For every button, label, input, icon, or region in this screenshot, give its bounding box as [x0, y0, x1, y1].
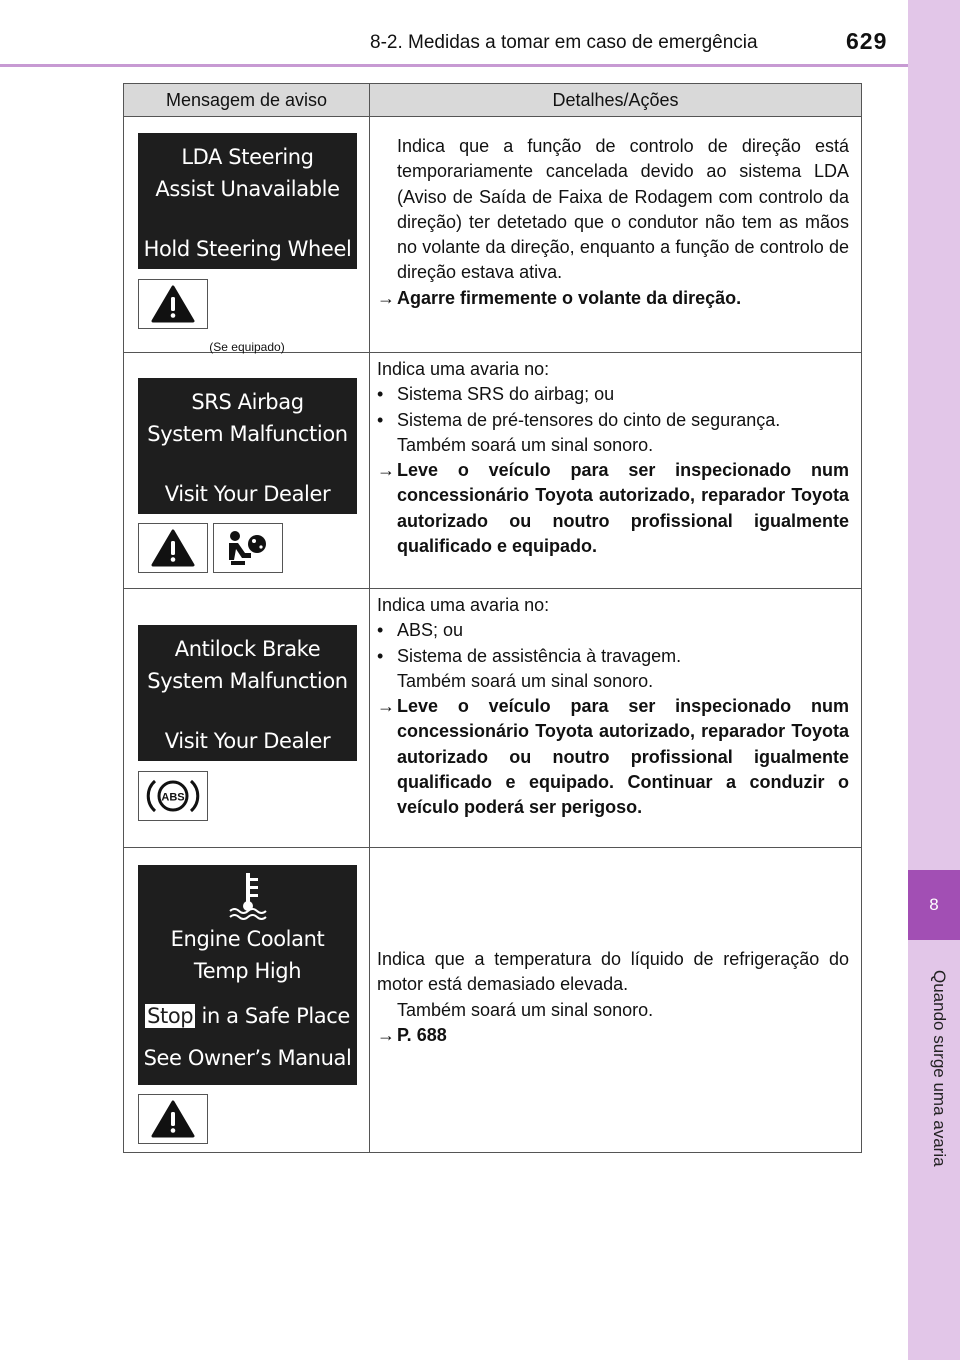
page-number: 629 [846, 28, 888, 54]
message-cell [124, 589, 370, 848]
details-text: Indica que a função de controlo de direção está temporariamente cancelada devido ao sistema LDA (Aviso de Saída de Faixa de Rodagem com controlo da direção) ter detetado que o condutor não tem as mãos no volante da direção, enquanto a função de controlo de direção estava ativa. [397, 136, 849, 283]
arrow-icon: → [377, 460, 395, 481]
arrow-icon: → [377, 1024, 395, 1045]
action-text: → Leve o veículo para ser inspecionado num concessionário Toyota autorizado, reparador Toyota autorizado ou noutro profissional igualmente qualificado e equipado. [377, 458, 849, 559]
chapter-number: 8 [929, 895, 939, 914]
warning-triangle-icon [138, 279, 208, 329]
list-item: • Sistema de pré-tensores do cinto de segurança. [377, 409, 781, 430]
airbag-icon [213, 523, 283, 573]
details-cell [370, 589, 862, 848]
list-item: • Sistema SRS do airbag; ou [377, 384, 615, 405]
table-row [124, 117, 862, 353]
abs-icon [138, 771, 208, 821]
column-header-message: Mensagem de aviso [124, 84, 370, 117]
details-cell [370, 848, 862, 1153]
display-message-lda: LDA Steering Assist Unavailable Hold Steering Wheel [138, 133, 357, 269]
arrow-icon: → [377, 696, 395, 717]
details-cell [370, 117, 862, 353]
message-cell [124, 848, 370, 1153]
equipped-note: (Se equipado) [209, 340, 285, 354]
column-header-details: Detalhes/Ações [370, 84, 862, 117]
action-text: → Agarre firmemente o volante da direção. [377, 286, 849, 311]
coolant-temperature-icon [138, 871, 357, 923]
warning-triangle-icon [138, 523, 208, 573]
sound-note: Também soará um sinal sonoro. [397, 670, 654, 691]
chapter-number-box [908, 870, 960, 940]
list-item: • Sistema de assistência à travagem. [377, 645, 682, 666]
list-item: • ABS; ou [377, 620, 464, 641]
warning-triangle-icon [138, 1094, 208, 1144]
header-rule [0, 64, 908, 67]
stop-label: Stop [147, 1004, 194, 1028]
display-message-coolant: Engine Coolant Temp High Stop in a Safe Place See Owner’s Manual [138, 865, 357, 1085]
section-title: 8-2. Medidas a tomar em caso de emergência [370, 32, 758, 53]
chapter-title: Quando surge uma avaria [930, 970, 949, 1167]
table-row [124, 848, 862, 1153]
display-message-srs: SRS Airbag System Malfunction Visit Your Dealer [138, 378, 357, 514]
page-reference-link[interactable]: P. 688 [397, 1024, 447, 1045]
message-cell [124, 117, 370, 353]
details-intro: Indica uma avaria no: [377, 595, 550, 615]
sound-note: Também soará um sinal sonoro. [397, 999, 654, 1020]
sound-note: Também soará um sinal sonoro. [397, 434, 654, 455]
details-intro: Indica uma avaria no: [377, 359, 550, 379]
message-cell [124, 353, 370, 589]
display-message-abs: Antilock Brake System Malfunction Visit Your Dealer [138, 625, 357, 761]
details-cell [370, 353, 862, 589]
table-row [124, 589, 862, 848]
arrow-icon: → [377, 287, 395, 308]
abs-label: ABS [161, 791, 185, 804]
action-text [377, 1023, 849, 1048]
warning-message-table [123, 83, 862, 1153]
action-text: → Leve o veículo para ser inspecionado num concessionário Toyota autorizado, reparador Toyota autorizado ou noutro profissional igualmente qualificado e equipado. Continuar a conduzir o veículo poderá ser perigoso. [377, 694, 849, 820]
details-text: Indica que a temperatura do líquido de refrigeração do motor está demasiado elevada. [377, 949, 849, 995]
table-header-row [124, 84, 862, 117]
table-row [124, 353, 862, 589]
